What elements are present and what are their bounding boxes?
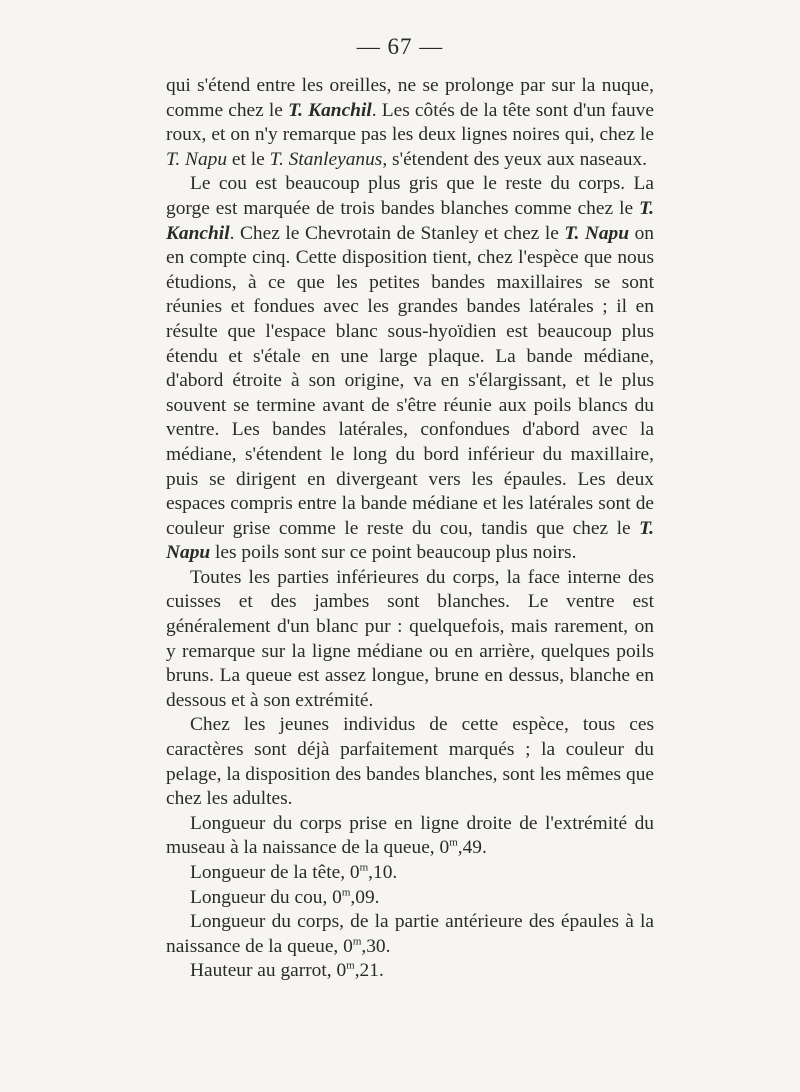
- paragraph: Le cou est beaucoup plus gris que le reste du corps. La gorge est marquée de trois bandes blanches comme chez le T. Kanchil. Chez le Chevrotain de Stanley et chez le T. Napu on en compte cinq. Cette disposition tient, chez l'espèce que nous étudions, à ce que les petites bandes maxillaires se sont réunies et fondues avec les grandes bandes latérales ; il en résulte que l'espace blanc sous-hyoïdien est beaucoup plus étendu et s'étale en une large plaque. La bande médiane, d'abord étroite à son origine, va en s'élargissant, et le plus souvent se termine avant de s'être réunie aux poils blancs du ventre. Les bandes latérales, confondues d'abord avec la médiane, s'étendent le long du bord inférieur du maxillaire, puis se dirigent en divergeant vers les épaules. Les deux espaces compris entre la bande médiane et les latérales sont de couleur grise comme le reste du cou, tandis que chez le T. Napu les poils sont sur ce point beaucoup plus noirs.: [166, 173, 654, 564]
- paragraph: Hauteur au garrot, 0$^m$,21.: [190, 959, 384, 982]
- paragraph: Toutes les parties inférieures du corps, la face interne des cuisses et des jambes sont blanches. Le ventre est généralement d'un blanc pur : quelquefois, mais rarement, on y remarque sur la ligne médiane ou en arrière, quelques poils bruns. La queue est assez longue, brune en dessus, blanche en dessous et à son extrémité.: [166, 566, 654, 711]
- paragraph: Longueur de la tête, 0$^m$,10.: [190, 861, 398, 883]
- paragraph: Longueur du corps prise en ligne droite de l'extrémité du museau à la naissance de la queue, 0$^m$,49.: [166, 812, 654, 859]
- paragraph: qui s'étend entre les oreilles, ne se prolonge par sur la nuque, comme chez le T. Kanchil. Les côtés de la tête sont d'un fauve roux, et on n'y remarque pas les deux lignes noires qui, chez le T. Napu et le T. Stanleyanus, s'étendent des yeux aux naseaux.: [166, 75, 654, 170]
- paragraph: Chez les jeunes individus de cette espèce, tous ces caractères sont déjà parfaitement marqués ; la couleur du pelage, la disposition des bandes blanches, sont les mêmes que chez les adultes.: [166, 714, 654, 810]
- paragraph: Longueur du cou, 0$^m$,09.: [190, 886, 380, 908]
- body-text: [166, 74, 654, 984]
- page-number: — 67 —: [356, 34, 444, 59]
- paragraph: Longueur du corps, de la partie antérieure des épaules à la naissance de la queue, 0$^m$,30.: [166, 911, 654, 957]
